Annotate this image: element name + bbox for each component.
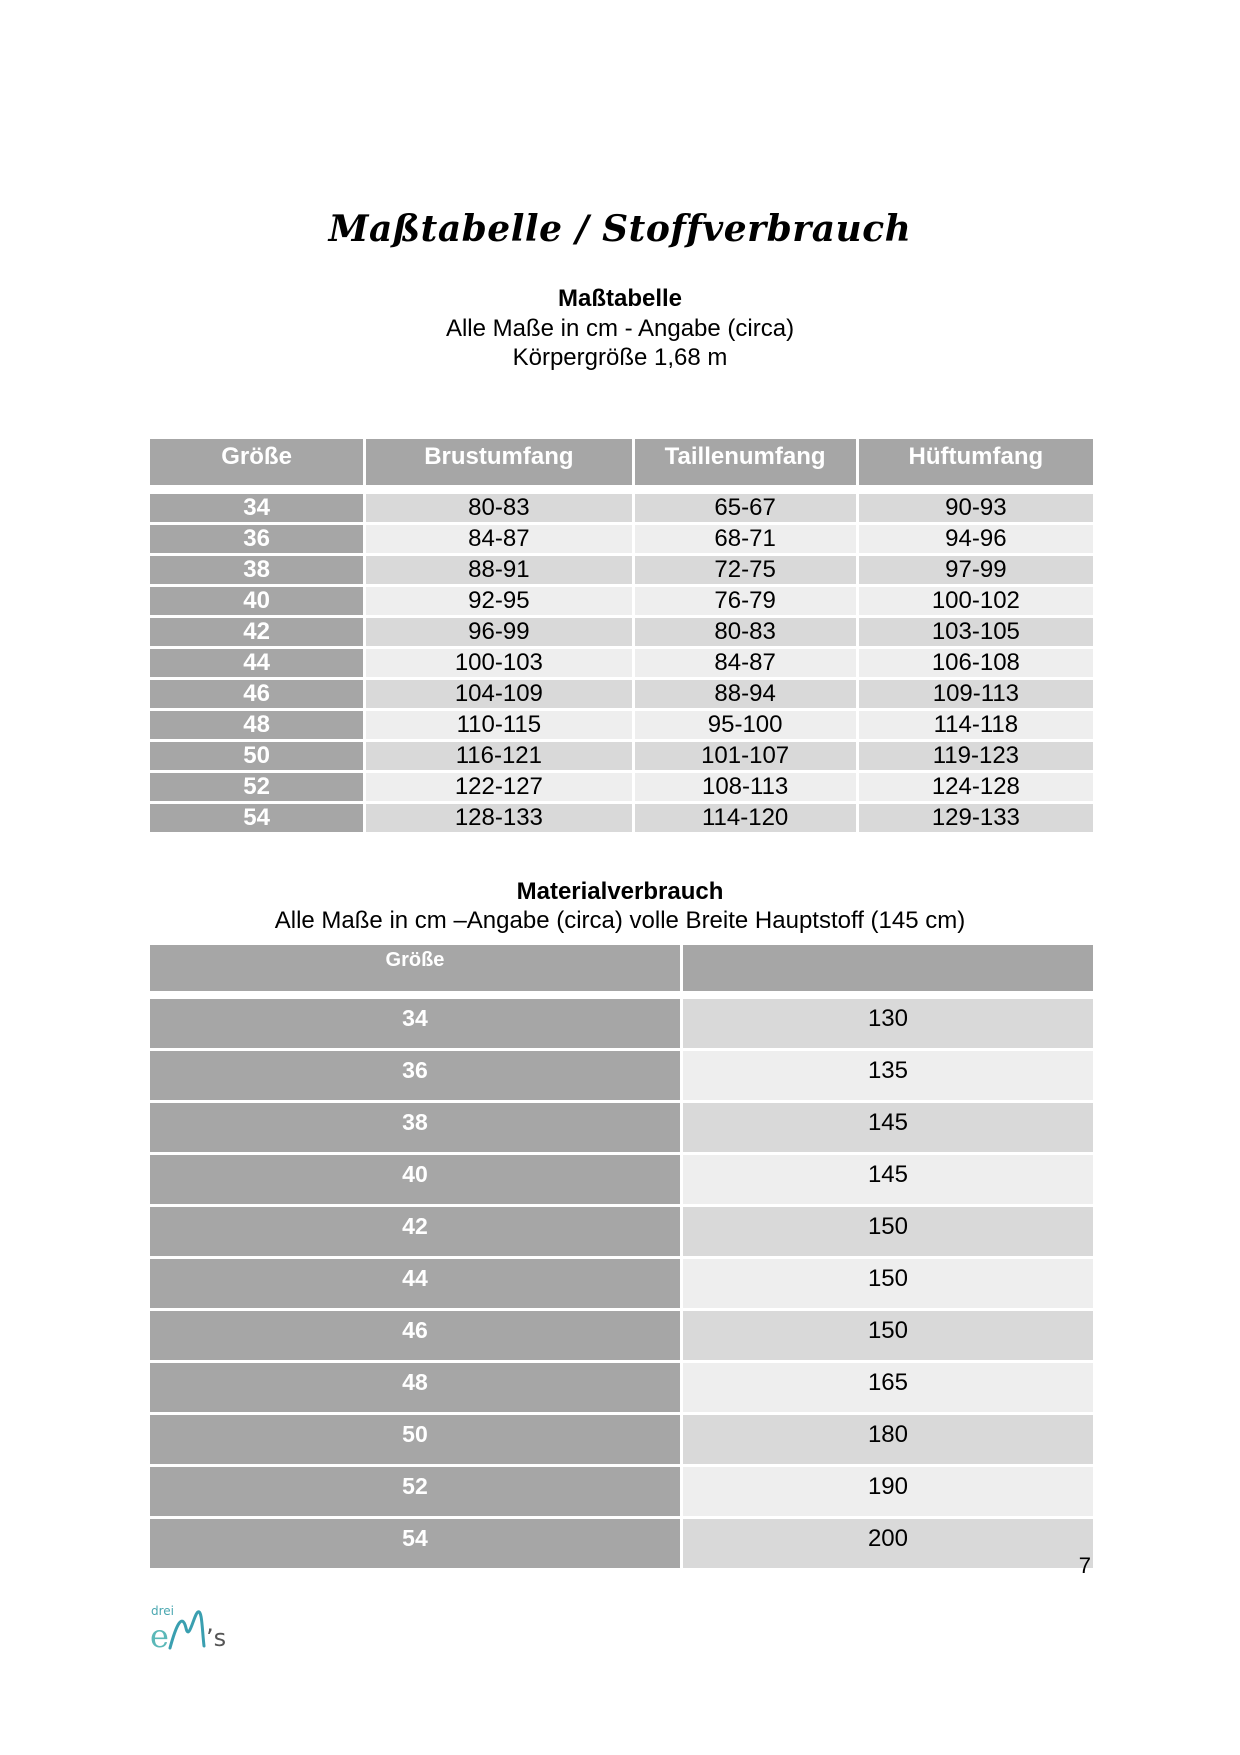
material-cell-size: 34 xyxy=(150,999,680,1048)
measure-cell-hip: 94-96 xyxy=(859,525,1093,553)
measure-cell-waist: 76-79 xyxy=(635,587,856,615)
measure-cell-size: 36 xyxy=(150,525,363,553)
material-cell-size: 52 xyxy=(150,1467,680,1516)
measure-cell-hip: 103-105 xyxy=(859,618,1093,646)
measure-cell-size: 42 xyxy=(150,618,363,646)
measure-cell-hip: 114-118 xyxy=(859,711,1093,739)
svg-text:drei: drei xyxy=(151,1604,175,1618)
table-row xyxy=(150,1415,1093,1464)
measure-cell-waist: 108-113 xyxy=(635,773,856,801)
measure-cell-size: 34 xyxy=(150,494,363,522)
measure-table xyxy=(147,436,1096,835)
measure-cell-bust: 84-87 xyxy=(366,525,631,553)
measure-cell-waist: 88-94 xyxy=(635,680,856,708)
table-row xyxy=(150,649,1093,677)
measure-table-height-note: Körpergröße 1,68 m xyxy=(512,344,728,371)
measure-cell-hip: 109-113 xyxy=(859,680,1093,708)
table-row xyxy=(150,1311,1093,1360)
material-cell-amount: 150 xyxy=(683,1259,1093,1308)
measure-cell-hip: 129-133 xyxy=(859,804,1093,832)
material-table-note: Alle Maße in cm –Angabe (circa) volle Breite Hauptstoff (145 cm) xyxy=(274,907,966,934)
material-cell-size: 44 xyxy=(150,1259,680,1308)
measure-cell-hip: 100-102 xyxy=(859,587,1093,615)
measure-cell-size: 52 xyxy=(150,773,363,801)
measure-header-bust: Brustumfang xyxy=(366,439,631,485)
material-header-amount xyxy=(683,945,1093,991)
measure-cell-waist: 95-100 xyxy=(635,711,856,739)
measure-cell-waist: 72-75 xyxy=(635,556,856,584)
measure-cell-size: 54 xyxy=(150,804,363,832)
measure-cell-bust: 104-109 xyxy=(366,680,631,708)
table-row xyxy=(150,1155,1093,1204)
svg-text:e: e xyxy=(150,1617,169,1655)
measure-cell-waist: 114-120 xyxy=(635,804,856,832)
measure-cell-size: 40 xyxy=(150,587,363,615)
measure-table-title: Maßtabelle xyxy=(557,285,683,312)
measure-cell-hip: 90-93 xyxy=(859,494,1093,522)
table-row xyxy=(150,1259,1093,1308)
material-cell-size: 36 xyxy=(150,1051,680,1100)
material-cell-amount: 150 xyxy=(683,1207,1093,1256)
drei-ems-logo-icon xyxy=(150,1598,240,1658)
measure-cell-size: 50 xyxy=(150,742,363,770)
table-row xyxy=(150,680,1093,708)
measure-table-header-row xyxy=(150,439,1093,485)
measure-cell-bust: 128-133 xyxy=(366,804,631,832)
table-row xyxy=(150,1103,1093,1152)
measure-cell-hip: 97-99 xyxy=(859,556,1093,584)
material-cell-size: 46 xyxy=(150,1311,680,1360)
table-row xyxy=(150,494,1093,522)
measure-cell-waist: 68-71 xyxy=(635,525,856,553)
material-cell-size: 42 xyxy=(150,1207,680,1256)
material-table-header-row xyxy=(150,945,1093,991)
material-table xyxy=(147,942,1096,1571)
svg-text:’s: ’s xyxy=(206,1624,227,1652)
material-cell-amount: 180 xyxy=(683,1415,1093,1464)
table-row xyxy=(150,999,1093,1048)
measure-cell-bust: 96-99 xyxy=(366,618,631,646)
table-row xyxy=(150,1519,1093,1568)
material-table-title: Materialverbrauch xyxy=(516,878,724,905)
measure-cell-size: 48 xyxy=(150,711,363,739)
header-gap xyxy=(150,994,1093,996)
table-row xyxy=(150,587,1093,615)
measure-cell-size: 44 xyxy=(150,649,363,677)
material-cell-amount: 130 xyxy=(683,999,1093,1048)
measure-cell-size: 38 xyxy=(150,556,363,584)
measure-cell-waist: 101-107 xyxy=(635,742,856,770)
measure-cell-waist: 80-83 xyxy=(635,618,856,646)
material-cell-amount: 150 xyxy=(683,1311,1093,1360)
material-cell-size: 48 xyxy=(150,1363,680,1412)
material-cell-amount: 145 xyxy=(683,1155,1093,1204)
material-cell-amount: 190 xyxy=(683,1467,1093,1516)
material-cell-size: 40 xyxy=(150,1155,680,1204)
measure-cell-waist: 84-87 xyxy=(635,649,856,677)
material-cell-amount: 200 xyxy=(683,1519,1093,1568)
measure-cell-bust: 92-95 xyxy=(366,587,631,615)
measure-cell-waist: 65-67 xyxy=(635,494,856,522)
measure-cell-bust: 100-103 xyxy=(366,649,631,677)
material-cell-amount: 135 xyxy=(683,1051,1093,1100)
material-cell-size: 54 xyxy=(150,1519,680,1568)
measure-header-waist: Taillenumfang xyxy=(635,439,856,485)
measure-table-note: Alle Maße in cm - Angabe (circa) xyxy=(445,315,795,342)
material-cell-amount: 165 xyxy=(683,1363,1093,1412)
measure-cell-bust: 122-127 xyxy=(366,773,631,801)
measure-cell-hip: 124-128 xyxy=(859,773,1093,801)
page-title: Maßtabelle / Stoffverbrauch xyxy=(328,208,912,250)
measure-cell-bust: 110-115 xyxy=(366,711,631,739)
measure-cell-bust: 116-121 xyxy=(366,742,631,770)
table-row xyxy=(150,556,1093,584)
table-row xyxy=(150,1051,1093,1100)
measure-cell-size: 46 xyxy=(150,680,363,708)
measure-cell-bust: 80-83 xyxy=(366,494,631,522)
table-row xyxy=(150,618,1093,646)
material-header-size: Größe xyxy=(150,945,680,991)
measure-header-size: Größe xyxy=(150,439,363,485)
table-row xyxy=(150,773,1093,801)
measure-cell-hip: 106-108 xyxy=(859,649,1093,677)
measure-header-hip: Hüftumfang xyxy=(859,439,1093,485)
page-number: 7 xyxy=(1078,1553,1091,1578)
header-gap xyxy=(150,488,1093,491)
table-row xyxy=(150,525,1093,553)
table-row xyxy=(150,711,1093,739)
table-row xyxy=(150,804,1093,832)
table-row xyxy=(150,1363,1093,1412)
material-cell-amount: 145 xyxy=(683,1103,1093,1152)
material-cell-size: 38 xyxy=(150,1103,680,1152)
table-row xyxy=(150,1207,1093,1256)
measure-cell-bust: 88-91 xyxy=(366,556,631,584)
material-cell-size: 50 xyxy=(150,1415,680,1464)
measure-cell-hip: 119-123 xyxy=(859,742,1093,770)
table-row xyxy=(150,1467,1093,1516)
table-row xyxy=(150,742,1093,770)
